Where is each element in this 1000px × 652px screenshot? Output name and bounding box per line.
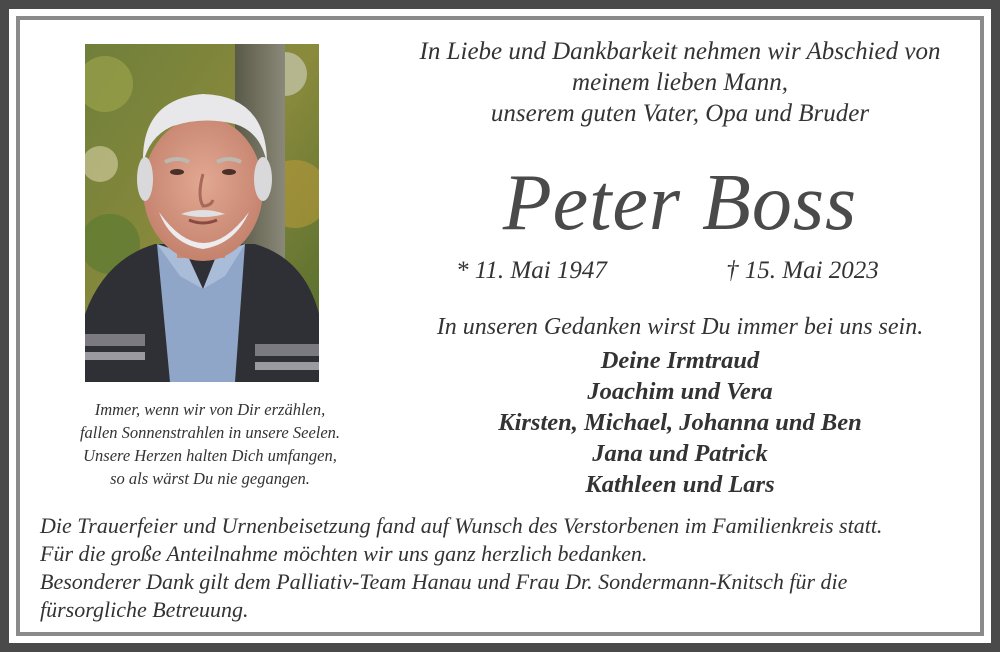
family-signatures (380, 345, 980, 500)
closing-line: Besonderer Dank gilt dem Palliativ-Team Hanau und Frau Dr. Sondermann-Knitsch für die (40, 569, 848, 594)
poem-line: so als wärst Du nie gegangen. (110, 469, 310, 488)
family-line: Deine Irmtraud (600, 347, 760, 374)
poem-line: fallen Sonnenstrahlen in unsere Seelen. (79, 423, 341, 442)
closing-line: Für die große Anteilnahme möchten wir uns ganz herzlich bedanken. (40, 541, 648, 566)
family-line: Joachim und Vera (587, 378, 773, 405)
family-line: Jana und Patrick (592, 440, 768, 467)
intro-line-1: In Liebe und Dankbarkeit nehmen wir Abschied von (419, 38, 941, 65)
life-dates (380, 256, 980, 288)
poem-block (30, 398, 390, 490)
memorial-sentence: In unseren Gedanken wirst Du immer bei uns sein. (436, 314, 924, 340)
closing-text (40, 512, 980, 624)
death-date: † 15. Mai 2023 (726, 257, 879, 284)
closing-line: fürsorgliche Betreuung. (40, 597, 249, 622)
deceased-name: Peter Boss (502, 159, 858, 247)
intro-line-2: meinem lieben Mann, (572, 69, 788, 96)
poem-line: Immer, wenn wir von Dir erzählen, (94, 400, 326, 419)
portrait-photo (85, 44, 319, 382)
closing-line: Die Trauerfeier und Urnenbeisetzung fand auf Wunsch des Verstorbenen im Familienkreis statt. (40, 513, 883, 538)
family-line: Kathleen und Lars (585, 471, 775, 498)
family-line: Kirsten, Michael, Johanna und Ben (498, 409, 862, 436)
poem-line: Unsere Herzen halten Dich umfangen, (83, 446, 337, 465)
birth-date: * 11. Mai 1947 (456, 257, 607, 284)
intro-line-3: unserem guten Vater, Opa und Bruder (490, 100, 870, 127)
intro-text (380, 36, 980, 129)
